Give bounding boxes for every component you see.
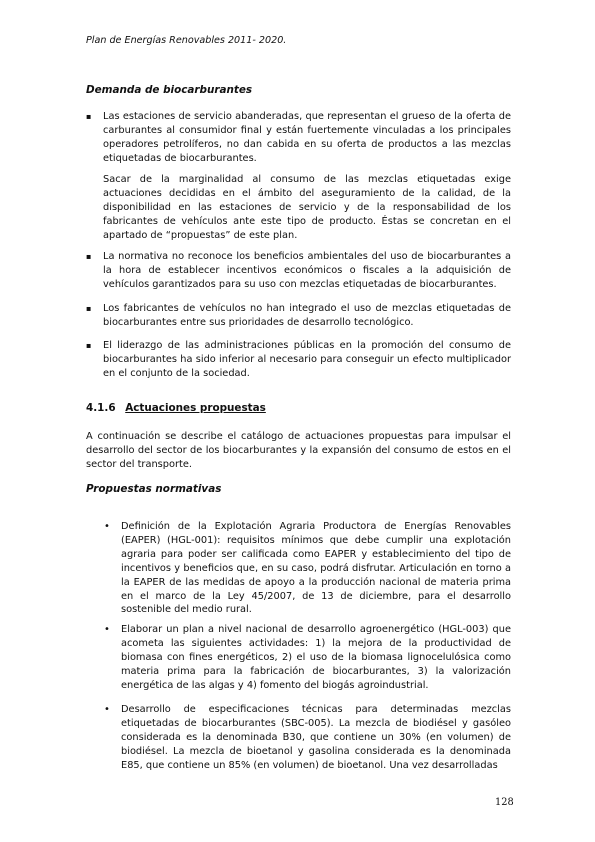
square-bullet-icon: ▪ [86, 252, 92, 261]
square-bullet-icon: ▪ [86, 112, 92, 121]
square-bullet-icon: ▪ [86, 341, 92, 350]
list-item [86, 250, 511, 292]
bullet-text: Desarrollo de especificaciones técnicas para determinadas mezclas etiquetadas de biocarburantes (SBC-005). La mezcla de biodiésel y gasóleo considerada es la denominada B30, que contiene un 30% (en volumen) de biodiésel. La mezcla de bioetanol y gasolina considerada es la denominada E85, que contiene un 85% (en volumen) de bioetanol. Una vez desarrolladas [121, 704, 511, 771]
round-bullet-icon: • [104, 704, 110, 715]
round-bullet-icon: • [104, 521, 110, 532]
page-number: 128 [495, 797, 514, 808]
section-title-propuestas-normativas: Propuestas normativas [86, 483, 222, 495]
list-item [104, 623, 511, 693]
bullet-continuation-paragraph: Sacar de la marginalidad al consumo de las mezclas etiquetadas exige actuaciones decididas en el ámbito del aseguramiento de la calidad, de la disponibilidad en las estaciones de servicio y de la responsabilidad de los fabricantes de vehículos ante este tipo de producto. Éstas se concretan en el apartado de “propuestas” de este plan. [103, 174, 511, 241]
section-number: 4.1.6 [86, 402, 116, 414]
list-item [104, 703, 511, 773]
section-heading-title: Actuaciones propuestas [125, 402, 266, 414]
running-header: Plan de Energías Renovables 2011- 2020. [86, 35, 287, 46]
list-item [86, 339, 511, 381]
list-item [86, 110, 511, 166]
bullet-text: La normativa no reconoce los beneficios ambientales del uso de biocarburantes a la hora de establecer incentivos económicos o fiscales a la adquisición de vehículos garantizados para su uso con mezclas etiquetadas de biocarburantes. [103, 251, 511, 290]
bullet-text: Los fabricantes de vehículos no han integrado el uso de mezclas etiquetadas de biocarburantes entre sus prioridades de desarrollo tecnológico. [103, 303, 511, 328]
bullet-text: Definición de la Explotación Agraria Productora de Energías Renovables (EAPER) (HGL-001): requisitos mínimos que debe cumplir una explotación agraria para poder ser calificada como EAPER y establecimiento del tipo de incentivos y beneficios que, en su caso, podrá disfrutar. Articulación en torno a la EAPER de las medidas de apoyo a la producción nacional de materia prima en el marco de la Ley 45/2007, de 13 de diciembre, para el desarrollo sostenible del medio rural. [121, 521, 511, 616]
bullet-text: Las estaciones de servicio abanderadas, que representan el grueso de la oferta de carburantes al consumidor final y están fuertemente vinculadas a los principales operadores petrolíferos, no dan cabida en su oferta de productos a las mezclas etiquetadas de biocarburantes. [103, 111, 511, 164]
bullet-text: Elaborar un plan a nivel nacional de desarrollo agroenergético (HGL-003) que acometa las siguientes actividades: 1) la mejora de la productividad de biomasa con fines energéticos, 2) el uso de la biomasa lignocelulósica como materia prima para la fabricación de biocarburantes, 3) la valorización energética de las algas y 4) fomento del biogás agroindustrial. [121, 624, 511, 691]
section-heading-4-1-6 [86, 402, 266, 414]
list-item [104, 520, 511, 617]
square-bullet-icon: ▪ [86, 304, 92, 313]
intro-paragraph: A continuación se describe el catálogo de actuaciones propuestas para impulsar el desarrollo del sector de los biocarburantes y la expansión del consumo de estos en el sector del transporte. [86, 431, 511, 470]
section-title-demanda: Demanda de biocarburantes [86, 84, 253, 96]
list-item [86, 302, 511, 330]
bullet-text: El liderazgo de las administraciones públicas en la promoción del consumo de biocarburantes ha sido inferior al necesario para conseguir un efecto multiplicador en el conjunto de la sociedad. [103, 340, 511, 379]
round-bullet-icon: • [104, 624, 110, 635]
